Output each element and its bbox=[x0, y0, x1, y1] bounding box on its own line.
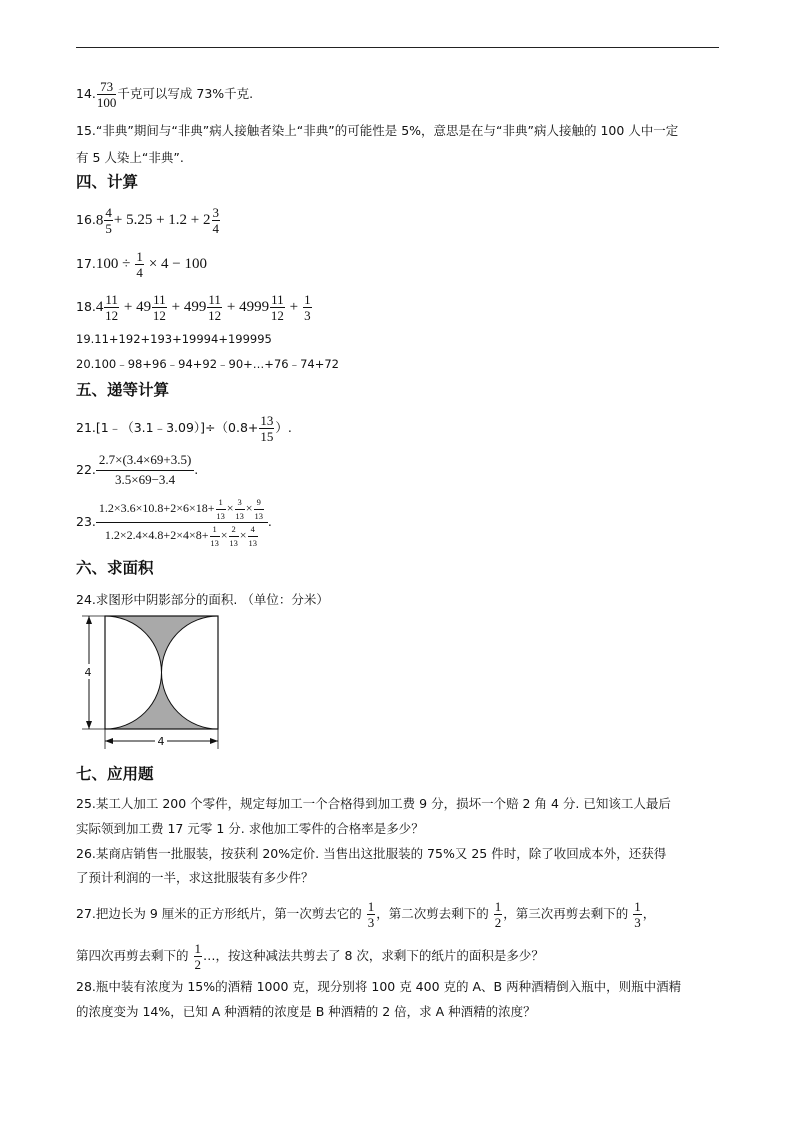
header-rule bbox=[76, 47, 719, 48]
denominator: 13 bbox=[229, 537, 238, 548]
numerator: 4 bbox=[248, 525, 258, 537]
fraction bbox=[210, 525, 220, 547]
fraction bbox=[104, 293, 119, 322]
numerator: 1 bbox=[494, 899, 502, 914]
denominator: 13 bbox=[248, 537, 257, 548]
question-15-line2: 有 5 人染上“非典”. bbox=[76, 150, 184, 165]
fraction bbox=[97, 80, 117, 109]
denominator: 12 bbox=[105, 308, 119, 323]
question-27-line1 bbox=[76, 900, 655, 929]
question-28-line2: 的浓度变为 14%，已知 A 种酒精的浓度是 B 种酒精的 2 倍，求 A 种酒精的浓度？ bbox=[76, 1004, 536, 1019]
question-number: 17. bbox=[76, 256, 96, 271]
question-25-line2: 实际领到加工费 17 元零 1 分. 求他加工零件的合格率是多少？ bbox=[76, 821, 424, 836]
question-22 bbox=[76, 453, 198, 488]
question-text: ，第二次剪去剩下的 bbox=[376, 906, 489, 921]
numerator: 13 bbox=[260, 413, 274, 428]
section-heading-calculation: 四、计算 bbox=[76, 173, 139, 191]
question-17 bbox=[76, 250, 207, 279]
question-28-line1: 28.瓶中装有浓度为 15%的酒精 1000 克，现分别将 100 克 400 克的 A、B 两种酒精倒入瓶中，则瓶中酒精 bbox=[76, 979, 682, 994]
expression: 100 ÷ bbox=[95, 256, 131, 272]
denominator: 13 bbox=[216, 510, 225, 521]
shaded-area-figure bbox=[76, 611, 226, 751]
numerator bbox=[96, 498, 268, 523]
numerator: 2 bbox=[229, 525, 239, 537]
denominator: 2 bbox=[194, 957, 201, 972]
fraction bbox=[248, 525, 258, 547]
fraction bbox=[152, 293, 167, 322]
numerator: 11 bbox=[105, 292, 118, 307]
whole-number: + 4999 bbox=[226, 299, 270, 315]
numerator: 4 bbox=[105, 205, 112, 220]
numerator: 2.7×(3.4×69+3.5) bbox=[96, 453, 194, 471]
question-27-line2 bbox=[76, 942, 544, 971]
question-24: 24.求图形中阴影部分的面积. （单位：分米） bbox=[76, 592, 329, 607]
numerator: 1 bbox=[216, 498, 226, 510]
expression: . bbox=[267, 514, 272, 529]
numerator: 3 bbox=[212, 205, 220, 220]
question-15-line1: 15.“非典”期间与“非典”病人接触者染上“非典”的可能性是 5%，意思是在与“非典”病人接触的 100 人中一定 bbox=[76, 123, 679, 138]
whole-number: + 49 bbox=[123, 299, 152, 315]
question-number: 22. bbox=[76, 461, 96, 477]
numerator: 73 bbox=[97, 80, 117, 95]
question-number: 16. bbox=[76, 212, 96, 227]
left-mask bbox=[76, 611, 105, 751]
denominator: 4 bbox=[212, 221, 220, 236]
fraction bbox=[96, 498, 268, 547]
denominator: 12 bbox=[270, 308, 284, 323]
expression: . bbox=[194, 461, 199, 477]
denominator: 13 bbox=[254, 510, 263, 521]
question-18 bbox=[76, 293, 313, 322]
denominator: 13 bbox=[235, 510, 244, 521]
operator: × bbox=[220, 527, 228, 542]
whole-number: + 499 bbox=[171, 299, 207, 315]
fraction bbox=[494, 900, 503, 929]
denominator: 12 bbox=[208, 308, 222, 323]
question-text: ， bbox=[642, 906, 656, 921]
numerator: 9 bbox=[254, 498, 264, 510]
bottom-length-label: 4 bbox=[157, 735, 165, 748]
question-number: 18. bbox=[76, 299, 96, 314]
question-20: 20.100﹣98+96﹣94+92﹣90+…+76﹣74+72 bbox=[76, 357, 339, 371]
expression: 21.[1﹣（3.1﹣3.09）]÷（0.8+ bbox=[76, 420, 259, 435]
denominator: 12 bbox=[152, 308, 166, 323]
operator: × bbox=[239, 527, 247, 542]
fraction bbox=[633, 900, 642, 929]
side-length-label: 4 bbox=[84, 666, 92, 679]
question-text: 27.把边长为 9 厘米的正方形纸片，第一次剪去它的 bbox=[76, 906, 362, 921]
question-19: 19.11+192+193+19994+199995 bbox=[76, 332, 272, 346]
expression: ）. bbox=[275, 420, 292, 435]
denominator: 3.5×69−3.4 bbox=[115, 471, 176, 487]
section-heading-application: 七、应用题 bbox=[76, 765, 154, 783]
question-25-line1: 25.某工人加工 200 个零件，规定每加工一个合格得到加工费 9 分，损坏一个赔 2 角 4 分. 已知该工人最后 bbox=[76, 796, 671, 811]
numerator: 3 bbox=[235, 498, 245, 510]
question-text: ，第三次再剪去剩下的 bbox=[503, 906, 629, 921]
question-23 bbox=[76, 498, 272, 547]
question-number: 23. bbox=[76, 514, 96, 529]
denominator: 100 bbox=[96, 95, 117, 110]
fraction bbox=[367, 900, 376, 929]
fraction bbox=[254, 498, 264, 520]
numerator: 11 bbox=[153, 292, 166, 307]
fraction bbox=[270, 293, 285, 322]
numerator: 1 bbox=[634, 899, 641, 914]
denominator: 3 bbox=[367, 915, 375, 930]
arrowhead-left bbox=[105, 738, 113, 744]
fraction bbox=[104, 206, 113, 235]
expression: + 5.25 + 1.2 + 2 bbox=[113, 212, 211, 228]
numerator: 1 bbox=[136, 249, 143, 264]
numerator: 1 bbox=[194, 941, 201, 956]
section-heading-area: 六、求面积 bbox=[76, 559, 154, 577]
operator: × bbox=[245, 500, 253, 515]
question-text: 第四次再剪去剩下的 bbox=[76, 948, 189, 963]
fraction bbox=[229, 525, 239, 547]
question-number: 14. bbox=[76, 86, 96, 101]
fraction bbox=[207, 293, 222, 322]
numerator: 11 bbox=[208, 292, 221, 307]
numerator: 11 bbox=[271, 292, 284, 307]
numerator: 1 bbox=[210, 525, 220, 537]
fraction bbox=[212, 206, 221, 235]
fraction bbox=[216, 498, 226, 520]
operator: + bbox=[289, 299, 299, 315]
fraction bbox=[96, 453, 194, 488]
numerator: 1 bbox=[367, 899, 375, 914]
question-16 bbox=[76, 206, 221, 235]
numerator-text: 1.2×3.6×10.8+2×6×18+ bbox=[98, 500, 215, 515]
question-14 bbox=[76, 80, 253, 109]
denominator: 4 bbox=[136, 265, 143, 280]
fraction bbox=[135, 250, 144, 279]
denominator: 5 bbox=[105, 221, 112, 236]
whole-number: 4 bbox=[95, 299, 104, 315]
denominator-text: 1.2×2.4×4.8+2×4×8+ bbox=[104, 527, 209, 542]
arrowhead-right bbox=[210, 738, 218, 744]
question-text: …，按这种减法共剪去了 8 次，求剩下的纸片的面积是多少？ bbox=[203, 948, 544, 963]
question-26-line1: 26.某商店销售一批服装，按获利 20%定价. 当售出这批服装的 75%又 25 件时，除了收回成本外，还获得 bbox=[76, 846, 667, 861]
fraction bbox=[303, 293, 312, 322]
denominator: 15 bbox=[260, 429, 274, 444]
expression: × 4 − 100 bbox=[148, 256, 208, 272]
right-mask bbox=[218, 611, 226, 751]
denominator: 2 bbox=[494, 915, 502, 930]
fraction bbox=[235, 498, 245, 520]
fraction bbox=[194, 942, 203, 971]
whole-number: 8 bbox=[95, 212, 104, 229]
section-heading-stepwise: 五、递等计算 bbox=[76, 381, 170, 399]
operator: × bbox=[226, 500, 234, 515]
denominator: 3 bbox=[304, 308, 311, 323]
question-21 bbox=[76, 414, 292, 443]
fraction bbox=[259, 414, 274, 443]
denominator: 13 bbox=[210, 537, 219, 548]
numerator: 1 bbox=[304, 292, 311, 307]
question-text: 千克可以写成 73%千克. bbox=[117, 86, 254, 101]
denominator: 3 bbox=[634, 915, 641, 930]
question-26-line2: 了预计利润的一半，求这批服装有多少件？ bbox=[76, 870, 314, 885]
denominator bbox=[96, 523, 268, 547]
